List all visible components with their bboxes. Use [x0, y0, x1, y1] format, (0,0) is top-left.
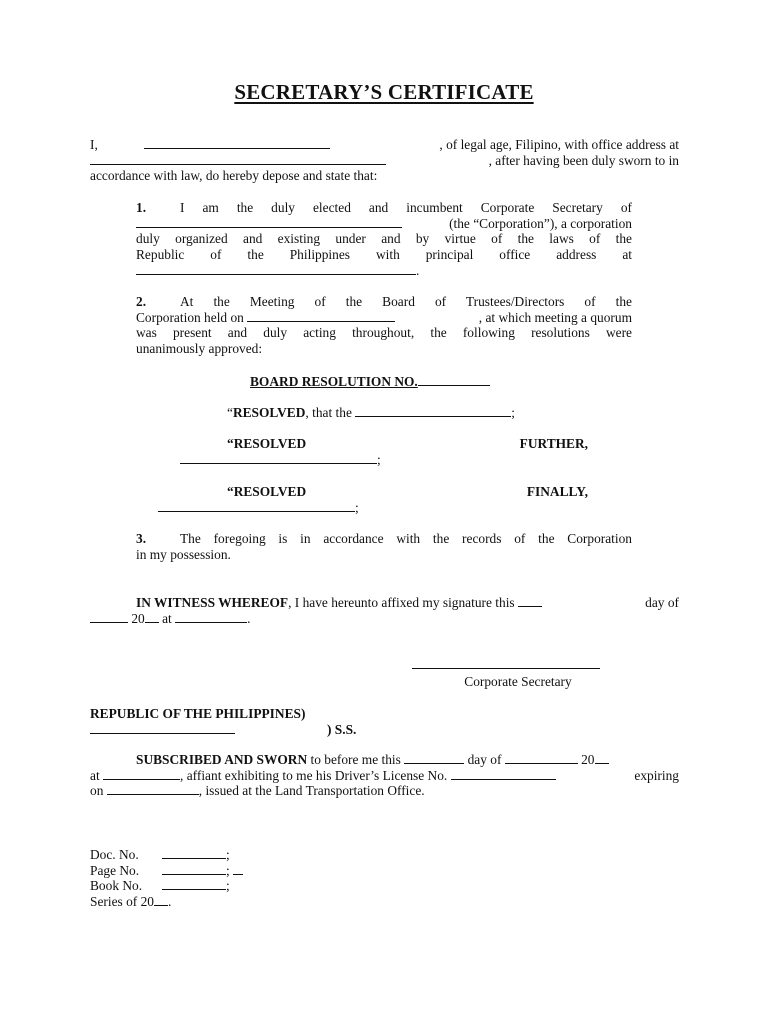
venue-ss: ) S.S.: [90, 722, 356, 738]
corporation-name-blank[interactable]: [136, 216, 402, 228]
venue-city-blank[interactable]: [90, 722, 235, 734]
resolution-3-blank[interactable]: [158, 500, 355, 512]
signature-label: Corporate Secretary: [464, 674, 572, 689]
jurat-year-blank[interactable]: [595, 752, 609, 764]
witness-clause: IN WITNESS WHEREOF, I have hereunto affixed my signature this day of 20 at .: [90, 595, 679, 626]
venue-republic: REPUBLIC OF THE PHILIPPINES): [90, 706, 306, 721]
intro-line-2: , after having been duly sworn to in: [90, 153, 679, 169]
resolution-number-blank[interactable]: [418, 374, 490, 386]
book-no-blank[interactable]: [162, 878, 226, 890]
document-title: SECRETARY’S CERTIFICATE: [234, 80, 534, 104]
item-2: 2. At the Meeting of the Board of Trustees/Directors of the Corporation held on , at which meeting a quorum was present and duly acting throughout, the following resolutions were unanimously approved:: [136, 294, 632, 357]
intro-paragraph: [90, 137, 679, 184]
board-resolution-heading: BOARD RESOLUTION NO.: [250, 374, 490, 390]
meeting-date-blank[interactable]: [247, 310, 395, 322]
doc-no: Doc. No. ;: [90, 847, 230, 862]
page-no: Page No. ;: [90, 863, 243, 879]
jurat-month-blank[interactable]: [505, 752, 578, 764]
page-no-blank[interactable]: [162, 863, 226, 875]
series: Series of 20 .: [90, 894, 172, 910]
license-expiry-blank[interactable]: [107, 783, 199, 795]
witness-place-blank[interactable]: [175, 611, 247, 623]
book-no: Book No. ;: [90, 878, 230, 894]
series-year-blank[interactable]: [154, 894, 168, 906]
jurat-day-blank[interactable]: [404, 752, 464, 764]
doc-no-blank[interactable]: [162, 847, 226, 859]
notarial-block: [90, 847, 243, 910]
witness-day-blank[interactable]: [518, 595, 542, 607]
principal-office-blank[interactable]: [136, 263, 416, 275]
item-1-number: 1.: [136, 200, 147, 215]
intro-line-1: I, , of legal age, Filipino, with office address at: [90, 137, 679, 152]
item-3: 3. The foregoing is in accordance with the records of the Corporation in my possession.: [136, 531, 632, 562]
name-blank[interactable]: [144, 137, 330, 149]
item-2-number: 2.: [136, 294, 147, 309]
resolution-1: “RESOLVED, that the ;: [227, 405, 515, 420]
jurat-paragraph: SUBSCRIBED AND SWORN to before me this day of 20 at , affiant exhibiting to me his Driver’s License No. expiring on , issued at the Land Transportation Office.: [90, 752, 679, 799]
license-number-blank[interactable]: [451, 768, 556, 780]
resolution-1-blank[interactable]: [355, 405, 511, 417]
item-3-number: 3.: [136, 531, 147, 546]
item-1: 1. I am the duly elected and incumbent Corporate Secretary of (the “Corporation”), a corporation duly organized and existing under and by virtue of the laws of the Republic of the Philippines with principal office address at .: [136, 200, 632, 278]
resolution-2: “RESOLVED FURTHER, ;: [180, 436, 588, 467]
resolution-3: “RESOLVED FINALLY, ;: [158, 484, 588, 515]
intro-line-3: accordance with law, do hereby depose and state that:: [90, 168, 378, 184]
jurat-place-blank[interactable]: [103, 768, 180, 780]
resolution-2-blank[interactable]: [180, 452, 377, 464]
witness-month-blank[interactable]: [90, 611, 128, 623]
witness-year-blank[interactable]: [145, 611, 159, 623]
office-address-blank[interactable]: [90, 153, 386, 165]
signature-line[interactable]: [412, 668, 600, 669]
